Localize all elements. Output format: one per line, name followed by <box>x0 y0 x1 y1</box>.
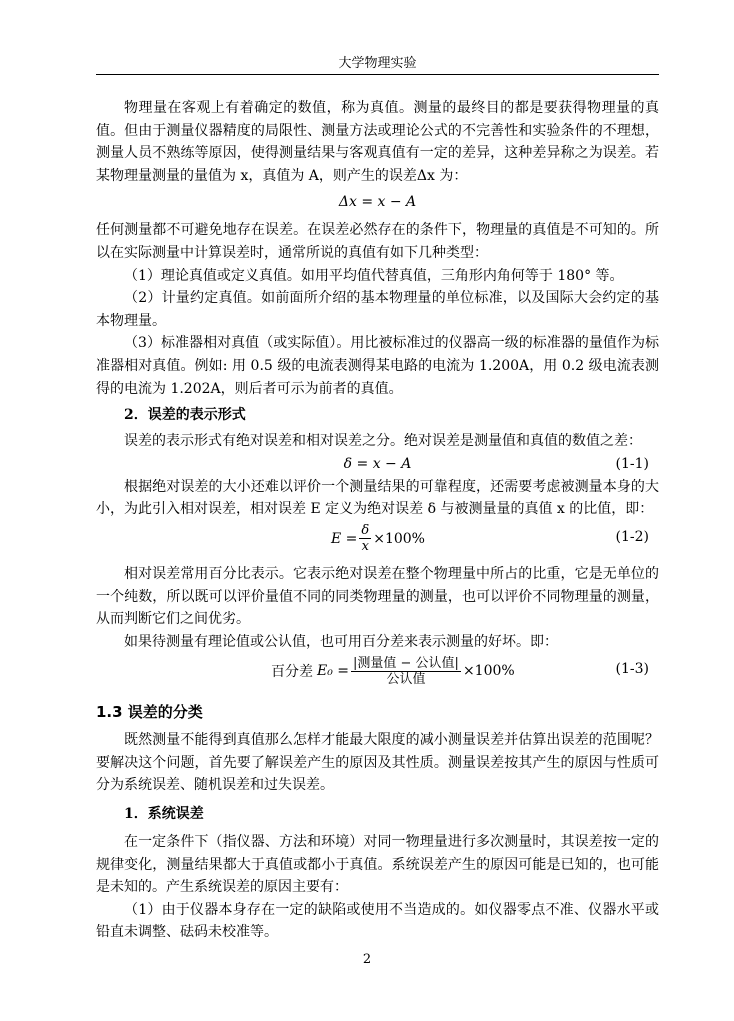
list-item-instrument-defect: （1）由于仪器本身存在一定的缺陷或使用不当造成的。如仪器零点不准、仪器水平或铅直未调整、砝码未校准等。 <box>96 901 659 941</box>
formula-1-3-fraction <box>351 656 461 687</box>
section-title-error-classification: 1.3 误差的分类 <box>96 703 203 722</box>
paragraph-systematic-error: 在一定条件下（指仪器、方法和环境）对同一物理量进行多次测量时，其误差按一定的规律变化，测量结果都大于真值或都小于真值。系统误差产生的原因可能是已知的，也可能是未知的。产生系统误差的原因主要有： <box>96 834 659 896</box>
subsection-title-systematic-error: 1．系统误差 <box>124 806 204 823</box>
formula-1-2-numerator: δ <box>361 523 370 539</box>
formula-1-3-label: 百分差 <box>271 664 313 681</box>
formula-1-2-denominator: x <box>361 539 369 555</box>
paragraph-classification-intro: 既然测量不能得到真值那么怎样才能最大限度的减小测量误差并估算出误差的范围呢？要解决这个问题，首先要了解误差产生的原因及其性质。测量误差按其产生的原因与性质可分为系统误差、随机误差和过失误差。 <box>96 732 659 794</box>
formula-1-3 <box>96 653 659 695</box>
formula-1-2-expression <box>331 521 425 557</box>
formula-1-1 <box>96 453 659 476</box>
list-item-theoretical-true-value: （1）理论真值或定义真值。如用平均值代替真值，三角形内角何等于 180° 等。 <box>124 267 624 284</box>
running-header: 大学物理实验 <box>338 56 417 71</box>
formula-1-3-tail: ×100% <box>462 663 515 680</box>
formula-error-definition: Δx = x − A <box>338 194 417 211</box>
paragraph-error-inevitable: 任何测量都不可避免地存在误差。在误差必然存在的条件下，物理量的真值是不可知的。所以在实际测量中计算误差时，通常所说的真值有如下几种类型： <box>96 222 659 261</box>
header-rule <box>96 74 659 75</box>
equation-number-1-3: (1-3) <box>615 661 649 678</box>
paragraph-true-value: 物理量在客观上有着确定的数值，称为真值。测量的最终目的都是要获得物理量的真值。但由于测量仪器精度的局限性、测量方法或理论公式的不完善性和实验条件的不理想，测量人员不熟练等原因，使得测量结果与客观真值有一定的差异，这种差异称之为误差。若某物理量测量的量值为 x，真值为 A，则产生的误差Δx 为： <box>96 100 659 184</box>
list-item-relative-true-value: （3）标准器相对真值（或实际值）。用比被标准过的仪器高一级的标准器的量值作为标准器相对真值。例如: 用 0.5 级的电流表测得某电路的电流为 1.200A，用 0.2 级电流表测得的电流为 1.202A，则后者可示为前者的真值。 <box>96 335 659 397</box>
page-content <box>96 97 659 944</box>
formula-1-2 <box>96 521 659 563</box>
formula-1-1-expression: δ = x − A <box>343 455 412 472</box>
list-item-conventional-true-value: （2）计量约定真值。如前面所介绍的基本物理量的单位标准，以及国际大会约定的基本物理量。 <box>96 290 659 329</box>
formula-1-2-tail: ×100% <box>373 530 425 547</box>
formula-1-3-numerator: |测量值 − 公认值| <box>353 655 459 671</box>
page-number: 2 <box>362 952 372 967</box>
formula-1-2-fraction <box>359 523 371 554</box>
paragraph-relative-error-definition: 根据绝对误差的大小还难以评价一个测量结果的可靠程度，还需要考虑被测量本身的大小，为此引入相对误差，相对误差 E 定义为绝对误差 δ 与被测量量的真值 x 的比值，即： <box>96 478 659 518</box>
formula-1-3-lhs: E₀ = <box>317 663 350 680</box>
subsection-title-error-forms: 2．误差的表示形式 <box>124 407 246 424</box>
paragraph-percentage: 相对误差常用百分比表示。它表示绝对误差在整个物理量中所占的比重，它是无单位的一个纯数，所以既可以评价量值不同的同类物理量的测量，也可以评价不同物理量的测量，从而判断它们之间优劣。 <box>96 565 659 628</box>
equation-number-1-2: (1-2) <box>615 528 649 545</box>
formula-1-3-expression <box>271 653 515 689</box>
formula-1-2-lhs: E = <box>331 530 358 547</box>
equation-number-1-1: (1-1) <box>615 455 649 472</box>
paragraph-absolute-relative: 误差的表示形式有绝对误差和相对误差之分。绝对误差是测量值和真值的数值之差： <box>124 433 642 450</box>
formula-1-3-denominator: 公认值 <box>386 671 426 687</box>
paragraph-percent-difference: 如果待测量有理论值或公认值，也可用百分差来表示测量的好坏。即： <box>124 633 558 650</box>
